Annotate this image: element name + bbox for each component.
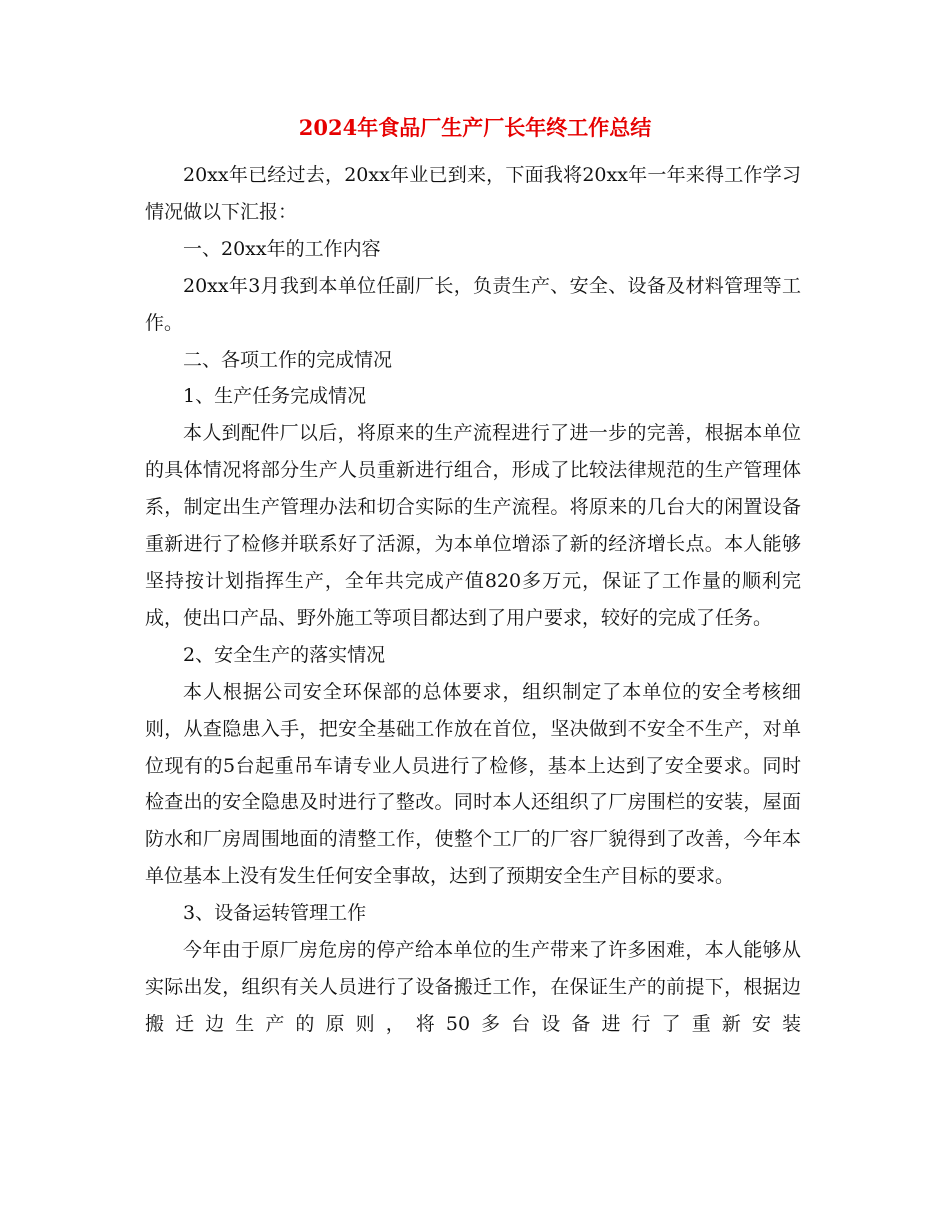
heading-work-content: 一、20xx年的工作内容 [183, 237, 381, 260]
paragraph-position: 20xx年3月我到本单位任副厂长，负责生产、安全、设备及材料管理等工作。 [145, 274, 801, 334]
paragraph-intro: 20xx年已经过去，20xx年业已到来，下面我将20xx年一年来得工作学习情况做以下汇报： [145, 164, 801, 223]
document-title: 2024年食品厂生产厂长年终工作总结 [298, 115, 652, 140]
paragraph-safety: 本人根据公司安全环保部的总体要求，组织制定了本单位的安全考核细则，从查隐患入手，把安全基础工作放在首位，坚决做到不安全不生产，对单位现有的5台起重吊车请专业人员进行了检修，基本上达到了安全要求。同时检查出的安全隐患及时进行了整改。同时本人还组织了厂房围栏的安装，屋面防水和厂房周围地面的清整工作，使整个工厂的厂容厂貌得到了改善，今年本单位基本上没有发生任何安全事故，达到了预期安全生产目标的要求。 [145, 680, 801, 888]
heading-completion: 二、各项工作的完成情况 [183, 348, 393, 371]
subheading-production: 1、生产任务完成情况 [183, 385, 367, 408]
subheading-equipment: 3、设备运转管理工作 [183, 902, 367, 925]
paragraph-equipment: 今年由于原厂房危房的停产给本单位的生产带来了许多困难，本人能够从实际出发，组织有关人员进行了设备搬迁工作，在保证生产的前提下，根据边搬迁边生产的原则，将50多台设备进行了重新安装 [145, 939, 801, 1035]
document-body [145, 157, 801, 1043]
subheading-safety: 2、安全生产的落实情况 [183, 643, 386, 666]
paragraph-production: 本人到配件厂以后，将原来的生产流程进行了进一步的完善，根据本单位的具体情况将部分生产人员重新进行组合，形成了比较法律规范的生产管理体系，制定出生产管理办法和切合实际的生产流程。将原来的几台大的闲置设备重新进行了检修并联系好了活源，为本单位增添了新的经济增长点。本人能够坚持按计划指挥生产，全年共完成产值820多万元，保证了工作量的顺利完成，使出口产品、野外施工等项目都达到了用户要求，较好的完成了任务。 [145, 422, 801, 629]
